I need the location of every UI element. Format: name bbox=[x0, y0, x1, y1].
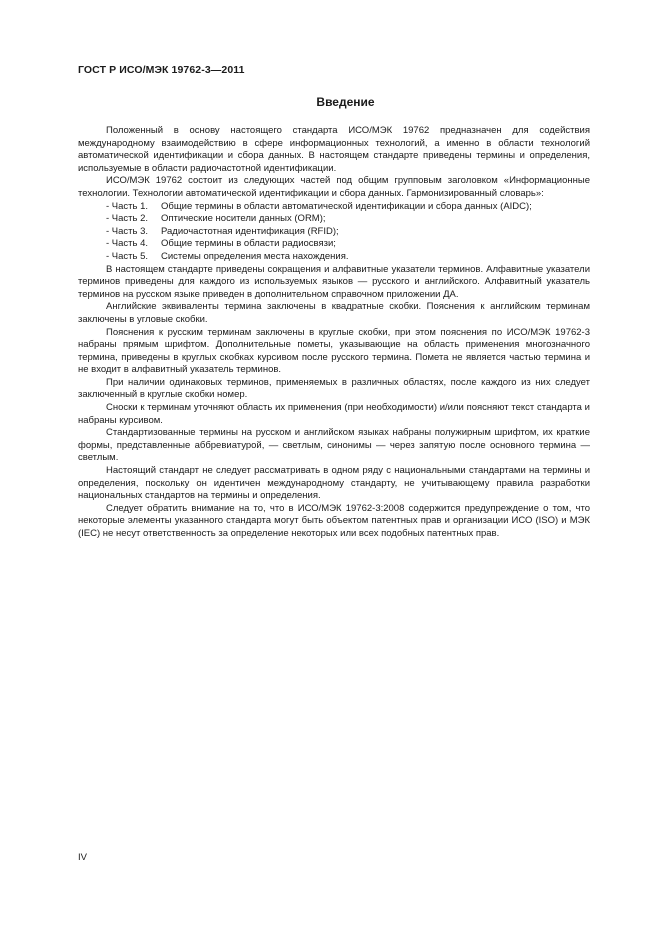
list-item bbox=[78, 201, 590, 214]
list-item bbox=[78, 226, 590, 239]
list-item bbox=[78, 213, 590, 226]
paragraph: Пояснения к русским терминам заключены в круглые скобки, при этом пояснения по ИСО/МЭК 19762-3 набраны прямым шрифтом. Дополнительные пометы, указывающие на область применения многозначного термина, приведены в круглых скобках курсивом после русского термина. Помета не является частью термина и не входит в алфавитный указатель терминов. bbox=[78, 326, 590, 376]
paragraph: При наличии одинаковых терминов, применяемых в различных областях, после каждого из них следует заключенный в круглые скобки номер. bbox=[78, 376, 590, 401]
paragraph: Настоящий стандарт не следует рассматривать в одном ряду с национальными стандартами на термины и определения, поскольку он идентичен международному стандарту, не учитывающему правила разработки национальных стандартов на термины и определения. bbox=[78, 465, 590, 502]
paragraph: Положенный в основу настоящего стандарта ИСО/МЭК 19762 предназначен для содействия международному взаимодействию в сфере информационных технологий, а именно в области технологий автоматической идентификации и сбора данных. В настоящем стандарте приведены термины и определения, используемые в области радиочастотной идентификации. bbox=[78, 125, 590, 174]
section-title: Введение bbox=[316, 95, 375, 109]
paragraph: Стандартизованные термины на русском и английском языках набраны полужирным шрифтом, их краткие формы, представленные аббревиатурой, — светлым, синонимы — через запятую после основного термина — светлым. bbox=[78, 427, 590, 464]
part-text: Оптические носители данных (ORM); bbox=[161, 213, 326, 225]
parts-list bbox=[78, 201, 590, 264]
paragraph: ИСО/МЭК 19762 состоит из следующих частей под общим групповым заголовком «Информационные технологии. Технологии автоматической идентификации и сбора данных. Гармонизированный словарь»: bbox=[78, 175, 590, 199]
paragraph: Сноски к терминам уточняют область их применения (при необходимости) и/или поясняют текст стандарта и набраны курсивом. bbox=[78, 402, 590, 426]
document-code-header: ГОСТ Р ИСО/МЭК 19762-3—2011 bbox=[78, 64, 245, 76]
part-text: Общие термины в области автоматической идентификации и сбора данных (AIDC); bbox=[161, 200, 532, 212]
part-label: - Часть 4. bbox=[106, 238, 149, 250]
paragraph: В настоящем стандарте приведены сокращения и алфавитные указатели терминов. Алфавитные указатели терминов приведены для каждого из используемых языков — русского и английского. Алфавитный указатель терминов на русском языке приведен в дополнительном справочном приложении ДА. bbox=[78, 263, 590, 300]
paragraph: Следует обратить внимание на то, что в ИСО/МЭК 19762-3:2008 содержится предупреждение о том, что некоторые элементы указанного стандарта могут быть объектом патентных прав и организации ИСО (ISO) и МЭК (IEC) не несут ответственность за определение некоторых или всех подобных патентных прав. bbox=[78, 502, 590, 539]
part-label: - Часть 2. bbox=[106, 213, 149, 225]
body-text bbox=[78, 125, 590, 541]
part-label: - Часть 5. bbox=[106, 250, 149, 262]
page-number: IV bbox=[78, 852, 87, 863]
list-item bbox=[78, 251, 590, 264]
list-item bbox=[78, 238, 590, 251]
paragraph: Английские эквиваленты термина заключены в квадратные скобки. Пояснения к английским терминам заключены в угловые скобки. bbox=[78, 301, 590, 325]
part-text: Общие термины в области радиосвязи; bbox=[161, 238, 336, 250]
part-label: - Часть 1. bbox=[106, 200, 149, 212]
part-text: Системы определения места нахождения. bbox=[161, 250, 349, 262]
part-label: - Часть 3. bbox=[106, 225, 149, 237]
part-text: Радиочастотная идентификация (RFID); bbox=[161, 225, 339, 237]
